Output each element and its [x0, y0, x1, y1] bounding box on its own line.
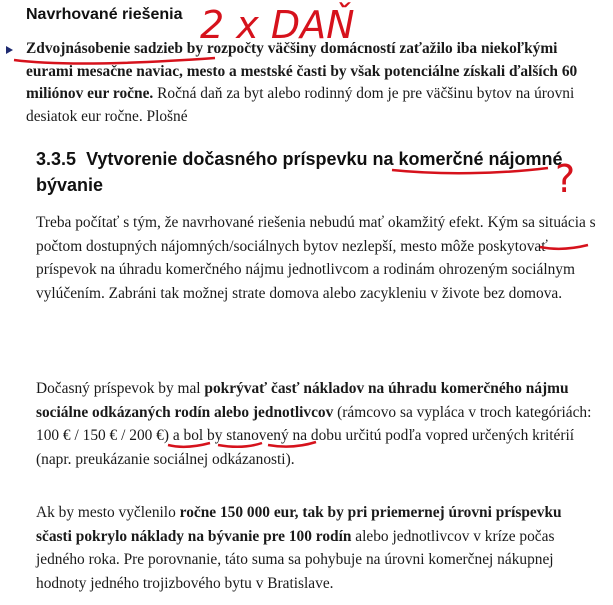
p4-start: Ak by mesto vyčlenilo — [36, 504, 180, 521]
p2-before: Treba počítať s tým, že navrhované riešenia nebudú mať okamžitý efekt. Kým sa situácia s počtom dostupných nájomných/sociálnych bytov nezlepší, — [36, 214, 596, 255]
amount-150: 150 € — [82, 427, 118, 444]
p3-end: ) a bol by stanovený na dobu určitú podľa vopred určených kritérií (napr. preukázanie sociálnej odkázanosti). — [36, 427, 575, 468]
paragraph-context — [36, 211, 596, 305]
p3-mid: (rámcovo sa vypláca v troch kategóriách: — [333, 403, 592, 421]
p4-bold: ročne 150 000 eur, tak by pri priemernej úrovni príspevku sčasti pokrylo náklady na bývanie pre 100 rodín — [36, 504, 562, 545]
bold-mid: by rozpočty väčšiny domácností zaťažilo iba niekoľkými eurami mesačne naviac, mesto a mestské časti by však potenciálne získali ďalších 60 miliónov eur ročne. — [26, 40, 578, 102]
bold-lead: Zdvojnásobenie sadzieb — [26, 40, 183, 57]
heading-text-after: bývanie — [36, 175, 104, 195]
section-heading — [36, 146, 596, 198]
paragraph-budget — [36, 501, 596, 595]
paragraph-rest: Ročná daň za byt alebo rodinný dom je pre väčšinu bytov na úrovni desiatok eur ročne. Plošné — [26, 85, 575, 125]
p4-end: alebo jednotlivcov v kríze počas jedného roka. Pre porovnanie, táto suma sa pohybuje na úrovni komerčnej nákupnej hodnoty jedného trojizbového bytu v Bratislave. — [36, 527, 555, 592]
heading-text-before: Vytvorenie dočasného príspevku na — [86, 149, 399, 169]
p2-underlined-word: mesto — [400, 237, 437, 255]
sep: / — [70, 427, 83, 444]
section-title: Navrhované riešenia — [26, 6, 183, 23]
paragraph-intro — [26, 38, 586, 128]
heading-number: 3.3.5 — [36, 149, 77, 169]
amount-200: 200 € — [129, 427, 164, 444]
amount-100: 100 € — [36, 427, 71, 444]
heading-text-underlined: komerčné nájomné — [398, 149, 563, 169]
annotation-question-mark: ? — [555, 157, 576, 201]
annotation-2x-dan: 2 x DAŇ — [200, 3, 355, 47]
p2-after: môže poskytovať príspevok na úhradu komerčného nájmu jednotlivcom a rodinám ohrozeným sociálnym vylúčením. Zabráni tak možnej strate domova alebo zacykleniu v živote bez domova. — [36, 237, 575, 302]
p3-start: Dočasný príspevok by mal — [36, 380, 205, 397]
bullet-icon — [6, 46, 13, 54]
paragraph-allowance — [36, 377, 596, 471]
sep: / — [117, 427, 130, 444]
p3-bold: pokrývať časť nákladov na úhradu komerčného nájmu sociálne odkázaných rodín alebo jednotlivcov — [36, 380, 569, 421]
